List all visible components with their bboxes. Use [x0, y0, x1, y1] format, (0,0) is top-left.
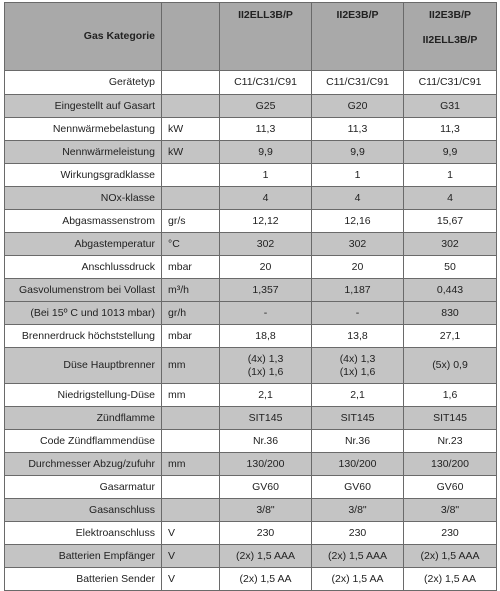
table-row — [5, 430, 497, 453]
value-cell — [220, 118, 312, 141]
cell-value: (1x) 1,6 — [247, 365, 284, 378]
cell-value: GV60 — [344, 480, 371, 493]
value-cell — [312, 499, 404, 522]
value-cell — [404, 279, 497, 302]
cell-value: (2x) 1,5 AAA — [328, 549, 387, 562]
table-row — [5, 118, 497, 141]
cell-value: SIT145 — [433, 411, 467, 424]
value-cell — [404, 348, 497, 384]
cell-value: 9,9 — [442, 145, 458, 158]
row-unit: V — [162, 522, 220, 545]
value-cell — [220, 95, 312, 118]
row-label: Code Zündflammendüse — [5, 430, 162, 453]
cell-value: 11,3 — [347, 122, 368, 135]
model-heading-3 — [404, 3, 497, 71]
value-cell — [312, 256, 404, 279]
cell-value: (5x) 0,9 — [432, 359, 468, 371]
row-label: Eingestellt auf Gasart — [5, 95, 162, 118]
value-cell — [404, 325, 497, 348]
value-cell — [312, 348, 404, 384]
gas-spec-table — [4, 2, 497, 591]
cell-value: Nr.36 — [344, 434, 371, 447]
row-unit — [162, 499, 220, 522]
value-cell — [220, 545, 312, 568]
row-unit — [162, 476, 220, 499]
cell-value: 230 — [348, 526, 367, 539]
value-cell — [220, 233, 312, 256]
value-cell — [312, 545, 404, 568]
row-label: Batterien Empfänger — [5, 545, 162, 568]
row-label: Abgastemperatur — [5, 233, 162, 256]
value-cell — [220, 279, 312, 302]
table-row — [5, 522, 497, 545]
model-heading-2 — [312, 3, 404, 71]
value-cell — [220, 164, 312, 187]
cell-value: 12,16 — [344, 214, 371, 227]
table-row — [5, 568, 497, 591]
value-cell — [312, 164, 404, 187]
cell-value: 1,187 — [344, 283, 371, 296]
value-cell — [312, 453, 404, 476]
row-label: (Bei 15º C und 1013 mbar) — [5, 302, 162, 325]
cell-value: G31 — [440, 99, 460, 112]
model-name: II2E3B/P — [336, 9, 379, 21]
row-label: Nennwärmebelastung — [5, 118, 162, 141]
cell-value: 12,12 — [252, 214, 279, 227]
row-label: Niedrigstellung-Düse — [5, 384, 162, 407]
value-cell — [404, 141, 497, 164]
cell-value: 130/200 — [338, 457, 377, 470]
table-row — [5, 233, 497, 256]
table-row — [5, 210, 497, 233]
row-label: Gasanschluss — [5, 499, 162, 522]
row-label: Anschlussdruck — [5, 256, 162, 279]
cell-value: 4 — [262, 191, 269, 204]
row-label: NOx-klasse — [5, 187, 162, 210]
row-unit: mbar — [162, 325, 220, 348]
cell-value: 0,443 — [436, 283, 464, 296]
cell-value: (4x) 1,3 — [247, 352, 284, 365]
row-label: Brennerdruck höchststellung — [5, 325, 162, 348]
value-cell — [312, 210, 404, 233]
cell-value: 3/8" — [348, 503, 367, 516]
model-heading-1 — [220, 3, 312, 71]
cell-value: 1 — [447, 168, 453, 181]
table-row — [5, 453, 497, 476]
value-cell — [312, 187, 404, 210]
value-cell — [404, 430, 497, 453]
value-cell — [220, 407, 312, 430]
row-label: Wirkungsgradklasse — [5, 164, 162, 187]
header-row — [5, 3, 497, 71]
table-row — [5, 141, 497, 164]
cell-value: 9,9 — [258, 145, 273, 158]
model-name: II2E3B/P — [428, 9, 472, 21]
value-cell — [404, 384, 497, 407]
cell-value: 3/8" — [256, 503, 275, 516]
value-cell — [312, 141, 404, 164]
row-unit: kW — [162, 118, 220, 141]
value-cell — [404, 302, 497, 325]
value-cell — [312, 233, 404, 256]
value-cell — [220, 187, 312, 210]
row-unit — [162, 71, 220, 95]
cell-value: 830 — [441, 306, 459, 319]
value-cell — [220, 141, 312, 164]
row-label: Durchmesser Abzug/zufuhr — [5, 453, 162, 476]
value-cell — [404, 476, 497, 499]
cell-value: 4 — [447, 191, 453, 204]
table-row — [5, 95, 497, 118]
cell-value: (4x) 1,3 — [339, 352, 376, 365]
table-row — [5, 325, 497, 348]
cell-value: - — [263, 306, 268, 319]
value-cell — [404, 256, 497, 279]
row-label: Gasvolumenstrom bei Vollast — [5, 279, 162, 302]
value-cell — [220, 210, 312, 233]
row-unit: V — [162, 545, 220, 568]
value-cell — [404, 522, 497, 545]
table-row — [5, 545, 497, 568]
row-unit — [162, 95, 220, 118]
row-unit: gr/h — [162, 302, 220, 325]
cell-value: 130/200 — [246, 457, 285, 470]
cell-value: 20 — [259, 260, 272, 273]
cell-value: 302 — [441, 237, 459, 250]
row-label: Nennwärmeleistung — [5, 141, 162, 164]
cell-value: 13,8 — [347, 329, 368, 342]
value-cell — [220, 71, 312, 95]
table-row — [5, 187, 497, 210]
cell-value: (2x) 1,5 AA — [424, 572, 476, 585]
value-cell — [404, 545, 497, 568]
spec-sheet — [4, 2, 496, 585]
value-cell — [404, 95, 497, 118]
value-cell — [312, 476, 404, 499]
cell-value: 27,1 — [439, 329, 461, 342]
value-cell — [404, 568, 497, 591]
cell-value: C11/C31/C91 — [234, 76, 297, 88]
cell-value: 2,1 — [350, 388, 365, 401]
table-row — [5, 71, 497, 95]
value-cell — [404, 499, 497, 522]
value-cell — [220, 384, 312, 407]
cell-value: 1 — [354, 168, 361, 181]
table-row — [5, 499, 497, 522]
row-label: Zündflamme — [5, 407, 162, 430]
row-unit: kW — [162, 141, 220, 164]
cell-value: Nr.23 — [437, 434, 463, 447]
spec-body — [5, 71, 497, 591]
model-name-alt: II2ELL3B/P — [422, 34, 478, 46]
value-cell — [404, 233, 497, 256]
table-row — [5, 256, 497, 279]
value-cell — [312, 279, 404, 302]
value-cell — [404, 164, 497, 187]
value-cell — [404, 118, 497, 141]
cell-value: 302 — [348, 237, 367, 250]
row-unit: gr/s — [162, 210, 220, 233]
cell-value: 18,8 — [255, 329, 276, 342]
value-cell — [220, 499, 312, 522]
row-unit: mm — [162, 384, 220, 407]
cell-value: 20 — [351, 260, 364, 273]
model-name: II2ELL3B/P — [238, 9, 293, 21]
table-row — [5, 348, 497, 384]
cell-value: - — [355, 306, 360, 319]
cell-value: 2,1 — [258, 388, 273, 401]
cell-value: (2x) 1,5 AAA — [236, 549, 295, 562]
row-unit: mm — [162, 348, 220, 384]
value-cell — [220, 256, 312, 279]
gas-category-heading: Gas Kategorie — [5, 3, 162, 71]
cell-value: 1,357 — [252, 283, 279, 296]
cell-value: 230 — [256, 526, 275, 539]
row-unit — [162, 164, 220, 187]
cell-value: (2x) 1,5 AA — [331, 572, 384, 585]
value-cell — [220, 568, 312, 591]
row-label: Düse Hauptbrenner — [5, 348, 162, 384]
table-row — [5, 476, 497, 499]
row-label: Gasarmatur — [5, 476, 162, 499]
cell-value: 9,9 — [350, 145, 365, 158]
cell-value: 4 — [354, 191, 361, 204]
row-unit — [162, 187, 220, 210]
value-cell — [404, 210, 497, 233]
row-label: Elektroanschluss — [5, 522, 162, 545]
cell-value: SIT145 — [248, 411, 283, 424]
cell-value: (2x) 1,5 AAA — [420, 549, 480, 562]
value-cell — [312, 522, 404, 545]
value-cell — [404, 407, 497, 430]
value-cell — [220, 325, 312, 348]
cell-value: 15,67 — [436, 214, 464, 227]
cell-value: G25 — [255, 99, 276, 112]
value-cell — [220, 348, 312, 384]
cell-value: 11,3 — [440, 122, 460, 135]
cell-value: C11/C31/C91 — [418, 76, 482, 88]
cell-value: SIT145 — [340, 411, 375, 424]
cell-value: 1,6 — [442, 388, 458, 401]
cell-value: 130/200 — [431, 457, 469, 470]
row-unit: °C — [162, 233, 220, 256]
table-row — [5, 407, 497, 430]
cell-value: 302 — [256, 237, 275, 250]
value-cell — [312, 407, 404, 430]
value-cell — [312, 118, 404, 141]
cell-value: (2x) 1,5 AA — [239, 572, 292, 585]
cell-value: (1x) 1,6 — [339, 365, 376, 378]
value-cell — [404, 187, 497, 210]
value-cell — [220, 302, 312, 325]
cell-value: GV60 — [436, 480, 464, 493]
cell-value: 11,3 — [255, 122, 276, 135]
row-label: Gerätetyp — [5, 71, 162, 95]
table-row — [5, 164, 497, 187]
row-unit: mbar — [162, 256, 220, 279]
value-cell — [312, 302, 404, 325]
unit-heading — [162, 3, 220, 71]
value-cell — [404, 71, 497, 95]
row-unit — [162, 407, 220, 430]
cell-value: GV60 — [252, 480, 279, 493]
table-row — [5, 302, 497, 325]
value-cell — [312, 568, 404, 591]
cell-value: Nr.36 — [252, 434, 279, 447]
row-unit — [162, 430, 220, 453]
table-row — [5, 279, 497, 302]
value-cell — [312, 384, 404, 407]
cell-value: C11/C31/C91 — [326, 76, 389, 88]
value-cell — [220, 430, 312, 453]
row-unit: mm — [162, 453, 220, 476]
value-cell — [220, 522, 312, 545]
cell-value: G20 — [347, 99, 368, 112]
table-row — [5, 384, 497, 407]
row-label: Batterien Sender — [5, 568, 162, 591]
value-cell — [220, 453, 312, 476]
cell-value: 3/8" — [440, 503, 460, 516]
value-cell — [312, 430, 404, 453]
value-cell — [220, 476, 312, 499]
cell-value: 230 — [441, 526, 459, 539]
value-cell — [312, 95, 404, 118]
row-unit: m³/h — [162, 279, 220, 302]
cell-value: 1 — [262, 168, 269, 181]
value-cell — [312, 71, 404, 95]
cell-value: 50 — [444, 260, 456, 273]
row-unit: V — [162, 568, 220, 591]
row-label: Abgasmassenstrom — [5, 210, 162, 233]
value-cell — [312, 325, 404, 348]
value-cell — [404, 453, 497, 476]
